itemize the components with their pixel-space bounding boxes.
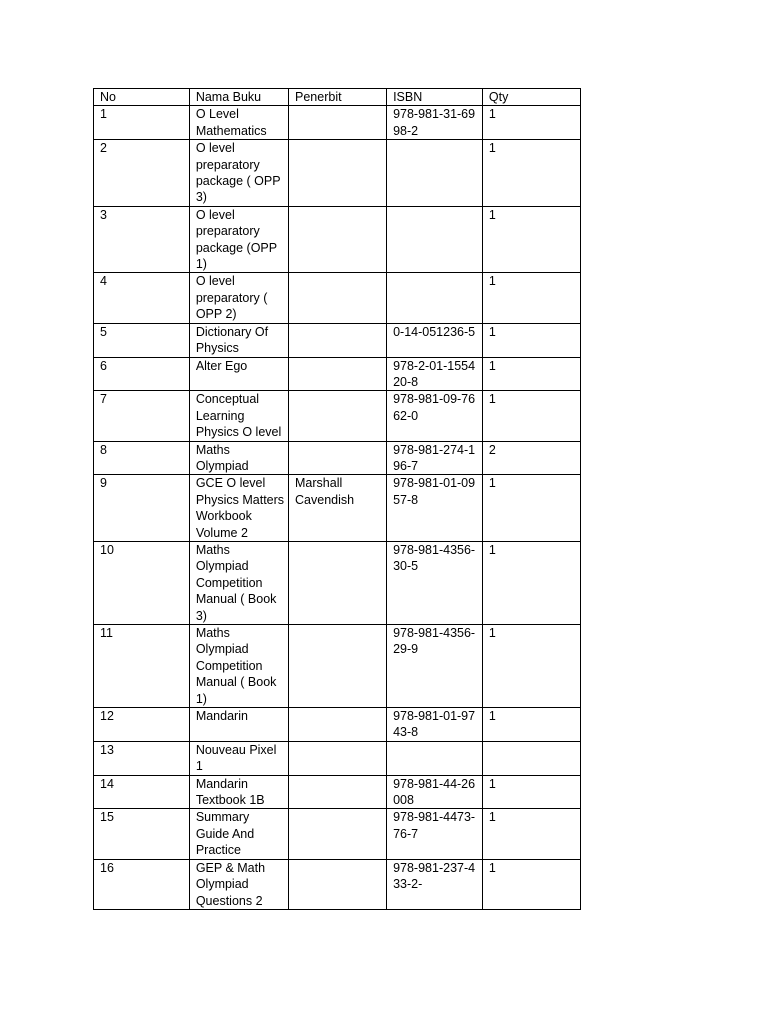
table-row [94, 441, 581, 475]
cell-publisher [289, 809, 387, 859]
cell-no: 10 [94, 541, 190, 624]
cell-qty: 1 [482, 475, 580, 542]
cell-publisher [289, 775, 387, 809]
cell-book-name: GCE O level Physics Matters Workbook Volume 2 [189, 475, 288, 542]
table-row [94, 391, 581, 441]
cell-no: 4 [94, 273, 190, 323]
cell-isbn: 978-981-4356-30-5 [387, 541, 483, 624]
cell-publisher [289, 323, 387, 357]
cell-isbn [387, 741, 483, 775]
cell-book-name: Summary Guide And Practice [189, 809, 288, 859]
cell-isbn: 978-981-31-6998-2 [387, 106, 483, 140]
header-isbn: ISBN [387, 89, 483, 106]
cell-no: 7 [94, 391, 190, 441]
book-list-table [93, 88, 581, 910]
cell-isbn [387, 273, 483, 323]
cell-no: 16 [94, 859, 190, 909]
cell-publisher [289, 441, 387, 475]
cell-no: 2 [94, 140, 190, 207]
cell-isbn: 978-981-44-26008 [387, 775, 483, 809]
table-row [94, 541, 581, 624]
cell-book-name: Maths Olympiad Competition Manual ( Book 3) [189, 541, 288, 624]
cell-book-name: Mandarin Textbook 1B [189, 775, 288, 809]
table-row [94, 140, 581, 207]
cell-publisher [289, 273, 387, 323]
cell-publisher [289, 541, 387, 624]
header-no: No [94, 89, 190, 106]
cell-publisher [289, 625, 387, 708]
cell-qty: 1 [482, 357, 580, 391]
cell-isbn: 978-981-4356-29-9 [387, 625, 483, 708]
cell-book-name: Alter Ego [189, 357, 288, 391]
cell-isbn: 978-981-274-196-7 [387, 441, 483, 475]
cell-publisher [289, 206, 387, 273]
table-row [94, 206, 581, 273]
table-row [94, 106, 581, 140]
cell-isbn: 978-981-09-7662-0 [387, 391, 483, 441]
table-row [94, 273, 581, 323]
cell-qty: 1 [482, 391, 580, 441]
cell-isbn: 0-14-051236-5 [387, 323, 483, 357]
table-body [94, 106, 581, 910]
cell-book-name: O level preparatory ( OPP 2) [189, 273, 288, 323]
cell-publisher [289, 741, 387, 775]
cell-qty: 1 [482, 323, 580, 357]
table-row [94, 741, 581, 775]
table-row [94, 775, 581, 809]
cell-publisher [289, 140, 387, 207]
cell-qty: 1 [482, 206, 580, 273]
cell-qty: 1 [482, 541, 580, 624]
cell-publisher [289, 357, 387, 391]
cell-book-name: Maths Olympiad [189, 441, 288, 475]
cell-book-name: O level preparatory package ( OPP 3) [189, 140, 288, 207]
cell-qty: 1 [482, 775, 580, 809]
cell-isbn: 978-981-01-0957-8 [387, 475, 483, 542]
cell-no: 6 [94, 357, 190, 391]
cell-no: 13 [94, 741, 190, 775]
cell-isbn: 978-2-01-155420-8 [387, 357, 483, 391]
cell-qty: 1 [482, 708, 580, 742]
cell-no: 5 [94, 323, 190, 357]
cell-publisher: Marshall Cavendish [289, 475, 387, 542]
cell-no: 1 [94, 106, 190, 140]
cell-book-name: O Level Mathematics [189, 106, 288, 140]
cell-qty: 1 [482, 809, 580, 859]
cell-qty [482, 741, 580, 775]
cell-no: 3 [94, 206, 190, 273]
cell-book-name: GEP & Math Olympiad Questions 2 [189, 859, 288, 909]
cell-no: 14 [94, 775, 190, 809]
cell-no: 11 [94, 625, 190, 708]
cell-publisher [289, 391, 387, 441]
cell-book-name: Dictionary Of Physics [189, 323, 288, 357]
cell-no: 8 [94, 441, 190, 475]
table-row [94, 809, 581, 859]
table-row [94, 859, 581, 909]
cell-no: 12 [94, 708, 190, 742]
header-book-name: Nama Buku [189, 89, 288, 106]
cell-book-name: O level preparatory package (OPP 1) [189, 206, 288, 273]
cell-publisher [289, 106, 387, 140]
table-row [94, 708, 581, 742]
cell-book-name: Conceptual Learning Physics O level [189, 391, 288, 441]
table-row [94, 625, 581, 708]
cell-qty: 1 [482, 106, 580, 140]
cell-no: 9 [94, 475, 190, 542]
cell-book-name: Nouveau Pixel 1 [189, 741, 288, 775]
cell-publisher [289, 708, 387, 742]
cell-isbn [387, 140, 483, 207]
cell-no: 15 [94, 809, 190, 859]
cell-isbn: 978-981-01-9743-8 [387, 708, 483, 742]
table-header-row [94, 89, 581, 106]
cell-publisher [289, 859, 387, 909]
cell-qty: 1 [482, 273, 580, 323]
cell-book-name: Mandarin [189, 708, 288, 742]
cell-isbn: 978-981-237-433-2- [387, 859, 483, 909]
header-publisher: Penerbit [289, 89, 387, 106]
table-row [94, 323, 581, 357]
cell-qty: 1 [482, 625, 580, 708]
table-row [94, 357, 581, 391]
cell-qty: 1 [482, 140, 580, 207]
cell-qty: 2 [482, 441, 580, 475]
header-qty: Qty [482, 89, 580, 106]
cell-book-name: Maths Olympiad Competition Manual ( Book 1) [189, 625, 288, 708]
cell-isbn [387, 206, 483, 273]
cell-isbn: 978-981-4473-76-7 [387, 809, 483, 859]
table-row [94, 475, 581, 542]
cell-qty: 1 [482, 859, 580, 909]
